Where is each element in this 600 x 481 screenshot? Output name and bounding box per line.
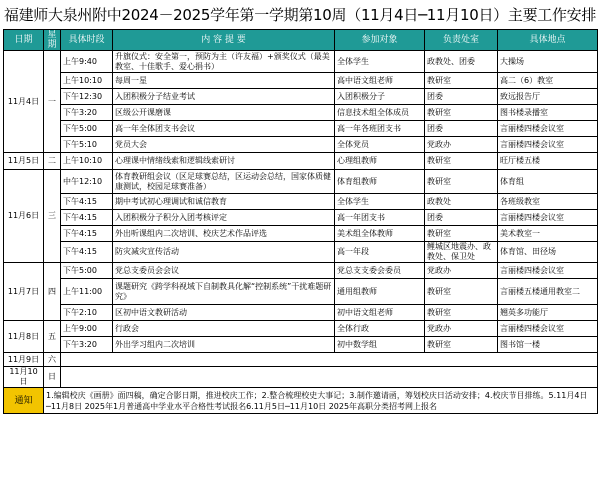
row-participants: 初中数学组 (335, 337, 425, 353)
day-date: 11月9日 (4, 353, 44, 367)
row-location: 言丽楼四楼会议室 (498, 137, 598, 153)
row-dept: 教研室 (425, 226, 498, 242)
row-content: 区初中语文教研活动 (113, 305, 335, 321)
row-participants: 通用组教师 (335, 279, 425, 305)
table-row (4, 137, 598, 153)
row-time: 上午11:00 (61, 279, 113, 305)
notice-label: 通知 (4, 388, 44, 414)
row-dept: 党政办 (425, 321, 498, 337)
row-participants: 心理组教师 (335, 153, 425, 170)
row-dept: 鲤城区地震办、政教处、保卫处 (425, 242, 498, 263)
row-time: 中午12:10 (61, 170, 113, 194)
row-time: 下午4:15 (61, 210, 113, 226)
row-dept: 教研室 (425, 337, 498, 353)
header-participants: 参加对象 (335, 30, 425, 51)
day-weekday: 五 (44, 321, 61, 353)
row-content: 行政会 (113, 321, 335, 337)
table-row (4, 226, 598, 242)
row-dept: 教研室 (425, 170, 498, 194)
table-row (4, 89, 598, 105)
row-dept: 教研室 (425, 105, 498, 121)
row-participants: 高一年各班团支书 (335, 121, 425, 137)
empty-day-row (4, 353, 598, 367)
table-row (4, 321, 598, 337)
row-dept: 政教处、团委 (425, 51, 498, 73)
table-row (4, 242, 598, 263)
header-date: 日期 (4, 30, 44, 51)
row-time: 下午4:15 (61, 242, 113, 263)
row-location: 致远报告厅 (498, 89, 598, 105)
empty-day-cell (61, 353, 598, 367)
table-row (4, 194, 598, 210)
day-weekday: 二 (44, 153, 61, 170)
header-dept: 负责处室 (425, 30, 498, 51)
row-participants: 体育组教师 (335, 170, 425, 194)
row-location: 大操场 (498, 51, 598, 73)
schedule-body (4, 51, 598, 414)
row-time: 下午5:00 (61, 121, 113, 137)
header-weekday: 星期 (44, 30, 61, 51)
row-location: 言丽楼四楼会议室 (498, 263, 598, 279)
row-time: 下午12:30 (61, 89, 113, 105)
header-location: 具体地点 (498, 30, 598, 51)
row-location: 各班级教室 (498, 194, 598, 210)
row-content: 心理课中情绪线索和逻辑线索研讨 (113, 153, 335, 170)
row-location: 旺厅楼五楼 (498, 153, 598, 170)
row-time: 上午9:00 (61, 321, 113, 337)
day-weekday: 六 (44, 353, 61, 367)
notice-text: 1.编辑校庆《画册》面四稿，确定合影日期，推进校庆工作；2.整合梳理校史大事记；3.制作邀请函，筹划校庆日活动安排；4.校庆节目排练。5.11月4日─11月8日 2025年1月普通高中学业水平合格性考试报名6.11月5日─11月10日 2025年高职分类招考网上报名 (44, 388, 598, 414)
day-weekday: 三 (44, 170, 61, 263)
row-location: 图书楼录播室 (498, 105, 598, 121)
row-location: 翘英多功能厅 (498, 305, 598, 321)
row-content: 高一年全体团支书会议 (113, 121, 335, 137)
row-time: 下午4:15 (61, 194, 113, 210)
row-participants: 信息技术组全体成员 (335, 105, 425, 121)
header-time: 具体时段 (61, 30, 113, 51)
row-dept: 政教处 (425, 194, 498, 210)
table-row (4, 305, 598, 321)
row-time: 上午10:10 (61, 153, 113, 170)
row-location: 言丽楼四楼会议室 (498, 121, 598, 137)
row-time: 下午2:10 (61, 305, 113, 321)
row-location: 言丽楼四楼会议室 (498, 210, 598, 226)
table-row (4, 279, 598, 305)
table-row (4, 153, 598, 170)
notice-row (4, 388, 598, 414)
row-location: 体育馆、田径场 (498, 242, 598, 263)
day-date: 11月4日 (4, 51, 44, 153)
table-row (4, 51, 598, 73)
table-row (4, 121, 598, 137)
day-weekday: 一 (44, 51, 61, 153)
row-dept: 团委 (425, 121, 498, 137)
row-time: 下午3:20 (61, 105, 113, 121)
row-location: 高二（6）教室 (498, 73, 598, 89)
row-location: 体育组 (498, 170, 598, 194)
row-participants: 初中语文组老师 (335, 305, 425, 321)
row-location: 图书馆一楼 (498, 337, 598, 353)
row-dept: 教研室 (425, 153, 498, 170)
row-time: 下午5:10 (61, 137, 113, 153)
row-dept: 教研室 (425, 305, 498, 321)
row-content: 党总支委员会会议 (113, 263, 335, 279)
row-content: 升旗仪式：安全第一，预防为主（许友福）+颁奖仪式（最美教室、十佳歌手、爱心捐书） (113, 51, 335, 73)
header-row (4, 30, 598, 51)
row-content: 期中考试初心理调试和诚信教育 (113, 194, 335, 210)
row-participants: 全体学生 (335, 51, 425, 73)
row-location: 言丽楼四楼会议室 (498, 321, 598, 337)
row-participants: 全体党员 (335, 137, 425, 153)
row-dept: 团委 (425, 89, 498, 105)
row-dept: 教研室 (425, 279, 498, 305)
row-content: 外出听课组内二次培训、校庆艺术作品评选 (113, 226, 335, 242)
day-weekday: 四 (44, 263, 61, 321)
table-row (4, 73, 598, 89)
empty-day-cell (61, 367, 598, 388)
row-participants: 全体行政 (335, 321, 425, 337)
row-content: 每周一星 (113, 73, 335, 89)
day-date: 11月7日 (4, 263, 44, 321)
row-time: 下午4:15 (61, 226, 113, 242)
row-time: 下午5:00 (61, 263, 113, 279)
table-row (4, 337, 598, 353)
row-content: 入团积极分子结业考试 (113, 89, 335, 105)
row-participants: 高中语文组老师 (335, 73, 425, 89)
table-row (4, 210, 598, 226)
header-content: 内 容 提 要 (113, 30, 335, 51)
row-participants: 美术组全体教师 (335, 226, 425, 242)
row-time: 上午10:10 (61, 73, 113, 89)
row-location: 言丽楼五楼通用教室二 (498, 279, 598, 305)
day-weekday: 日 (44, 367, 61, 388)
schedule-table (3, 29, 598, 414)
day-date: 11月6日 (4, 170, 44, 263)
row-time: 下午3:20 (61, 337, 113, 353)
table-row (4, 263, 598, 279)
row-dept: 教研室 (425, 73, 498, 89)
row-dept: 党政办 (425, 263, 498, 279)
day-date: 11月8日 (4, 321, 44, 353)
table-row (4, 170, 598, 194)
day-date: 11月10日 (4, 367, 44, 388)
row-location: 美术教室一 (498, 226, 598, 242)
row-participants: 党总支支委会委员 (335, 263, 425, 279)
row-dept: 团委 (425, 210, 498, 226)
table-row (4, 105, 598, 121)
row-content: 区级公开课磨课 (113, 105, 335, 121)
row-content: 防灾减灾宣传活动 (113, 242, 335, 263)
row-participants: 全体学生 (335, 194, 425, 210)
empty-day-row (4, 367, 598, 388)
row-content: 课题研究《跨学科视域下自制教具化解“控制系统”干扰难题研究》 (113, 279, 335, 305)
row-participants: 入团积极分子 (335, 89, 425, 105)
day-date: 11月5日 (4, 153, 44, 170)
row-dept: 党政办 (425, 137, 498, 153)
page-title: 福建师大泉州附中2024－2025学年第一学期第10周（11月4日─11月10日）主要工作安排 (3, 6, 597, 24)
row-content: 党员大会 (113, 137, 335, 153)
row-participants: 高一年团支书 (335, 210, 425, 226)
row-time: 上午9:40 (61, 51, 113, 73)
row-content: 入团积极分子积分入团考核评定 (113, 210, 335, 226)
row-content: 外出学习组内二次培训 (113, 337, 335, 353)
row-participants: 高一年段 (335, 242, 425, 263)
row-content: 体育教研组会议（区足球赛总结，区运动会总结，国家体质健康测试，校园足球赛准备） (113, 170, 335, 194)
